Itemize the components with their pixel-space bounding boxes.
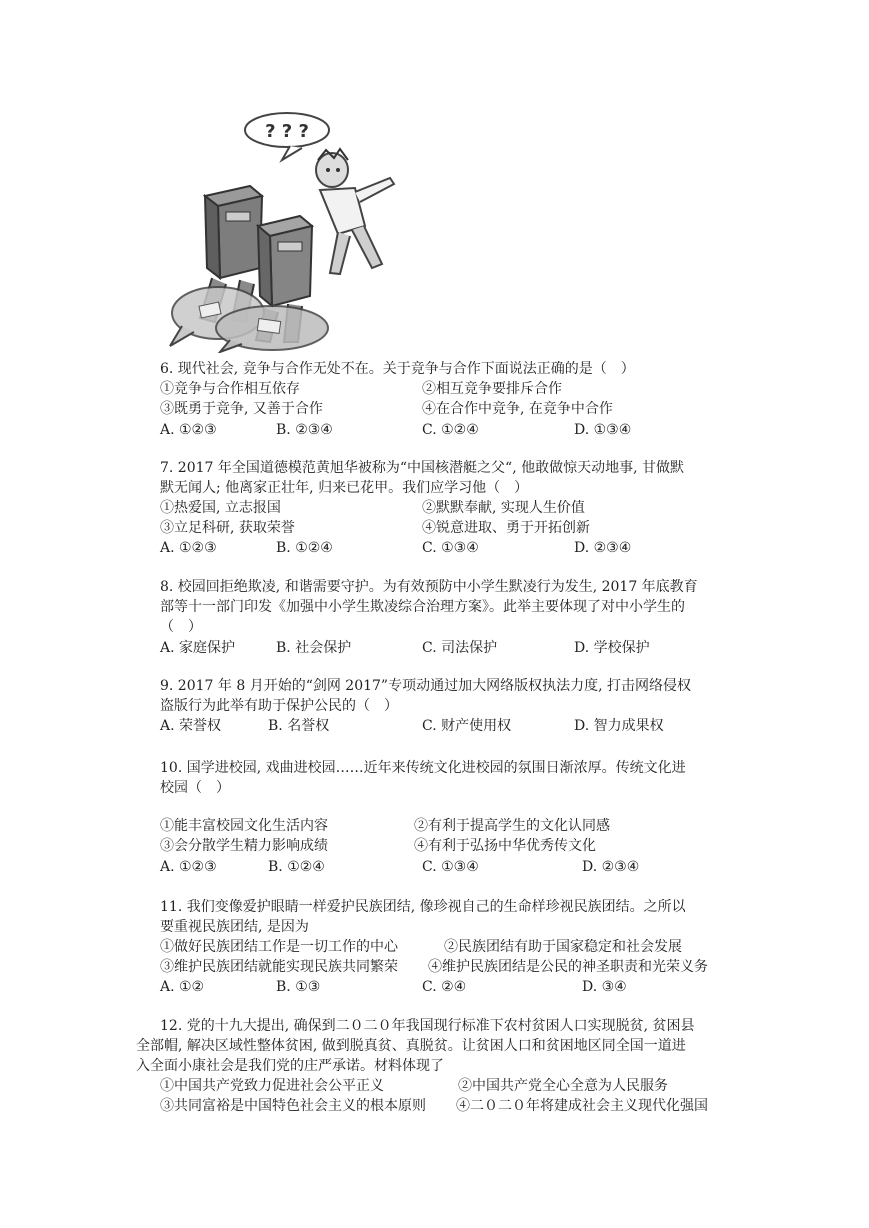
option-3: ③立足科研, 获取荣誉 [160,520,295,536]
option-4: ④有利于弘扬中华优秀传文化 [414,838,596,854]
option-1: ①中国共产党致力促进社会公平正义 [160,1078,384,1094]
thought-bubble [245,113,329,160]
option-3: ③会分散学生精力影响成绩 [160,838,328,854]
answer-d: D. 智力成果权 [574,718,664,734]
question-stem: （ ） [160,619,202,635]
ballot-box-left [205,186,262,278]
question-stem: 全部帽, 解决区域性整体贫困, 做到脱真贫、真脱贫。让贫困人口和贫困地区同全国一道进 [136,1038,686,1054]
answer-a: A. ①②③ [160,859,217,875]
question-stem: 盗版行为此举有助于保护公民的（ ） [160,698,398,714]
answer-b: B. 名誉权 [268,718,330,734]
answer-a: A. ①②③ [160,422,217,438]
answer-a: A. 家庭保护 [160,640,236,656]
answer-c: C. ②④ [422,979,467,995]
question-stem: 11. 我们变像爱护眼睛一样爱护民族团结, 像珍视自己的生命样珍视民族团结。之所以 [160,899,686,915]
answer-b: B. ②③④ [276,422,333,438]
option-3: ③维护民族团结就能实现民族共同繁荣 [160,959,398,975]
answer-c: C. ①②④ [422,422,479,438]
answer-b: B. 社会保护 [276,640,352,656]
option-4: ④锐意进取、勇于开拓创新 [422,520,590,536]
answer-b: B. ①③ [276,979,321,995]
option-4: ④在合作中竞争, 在竞争中合作 [422,401,613,417]
answer-c: C. 财产使用权 [422,718,512,734]
option-1: ①能丰富校园文化生活内容 [160,818,328,834]
question-stem: 10. 国学进校园, 戏曲进校园……近年来传统文化进校园的氛围日渐浓厚。传统文化进 [160,760,686,776]
question-stem: 部等十一部门印发《加强中小学生欺凌综合治理方案》。此举主要体现了对中小学生的 [160,599,685,615]
answer-b: B. ①②④ [268,859,325,875]
option-3: ③共同富裕是中国特色社会主义的根本原则 [160,1098,426,1114]
ballot-box-right [258,216,312,306]
answer-d: D. ②③④ [582,859,640,875]
option-4: ④维护民族团结是公民的神圣职责和光荣义务 [428,959,708,975]
question-stem: 默无闻人; 他离家正壮年, 归来已花甲。我们应学习他（ ） [160,480,529,496]
option-1: ①做好民族团结工作是一切工作的中心 [160,939,398,955]
option-1: ①竞争与合作相互依存 [160,381,300,397]
option-2: ②相互竞争要排斥合作 [422,381,562,397]
answer-a: A. ①② [160,979,205,995]
answer-b: B. ①②④ [276,540,333,556]
question-stem: 要重视民族团结, 是因为 [160,919,309,935]
puzzled-person [316,149,394,274]
answer-d: D. ①③④ [574,422,632,438]
answer-c: C. 司法保护 [422,640,498,656]
option-4: ④二０二０年将建成社会主义现代化强国 [456,1098,708,1114]
question-stem: 入全面小康社会是我们党的庄严承诺。材料体现了 [136,1058,444,1074]
question-stem: 9. 2017 年 8 月开始的“剑网 2017”专项动通过加大网络版权执法力度, 打击网络侵权 [160,678,691,694]
bubble-text: ? ? ? [265,121,309,142]
option-3: ③既勇于竞争, 又善于合作 [160,401,323,417]
answer-c: C. ①③④ [422,859,479,875]
cartoon-illustration [160,108,410,353]
question-stem: 12. 党的十九大提出, 确保到二０二０年我国现行标准下农村贫困人口实现脱贫, 贫困县 [160,1018,695,1034]
option-2: ②中国共产党全心全意为人民服务 [458,1078,668,1094]
answer-a: A. ①②③ [160,540,217,556]
option-1: ①热爱国, 立志报国 [160,500,281,516]
answer-d: D. ③④ [582,979,627,995]
question-stem: 7. 2017 年全国道德模范黄旭华被称为“中国核潜艇之父“, 他敢做惊天动地事, 甘做默 [160,460,685,476]
answer-d: D. 学校保护 [574,640,650,656]
question-stem: 6. 现代社会, 竞争与合作无处不在。关于竞争与合作下面说法正确的是（ ） [160,361,635,377]
answer-c: C. ①③④ [422,540,479,556]
question-stem: 8. 校园回拒绝欺凌, 和谐需要守护。为有效预防中小学生默凌行为发生, 2017 年底教育 [160,579,698,595]
option-2: ②默默奉献, 实现人生价值 [422,500,585,516]
answer-d: D. ②③④ [574,540,632,556]
option-2: ②有利于提高学生的文化认同感 [414,818,610,834]
answer-a: A. 荣誉权 [160,718,222,734]
option-2: ②民族团结有助于国家稳定和社会发展 [444,939,682,955]
question-stem: 校园（ ） [160,780,230,796]
